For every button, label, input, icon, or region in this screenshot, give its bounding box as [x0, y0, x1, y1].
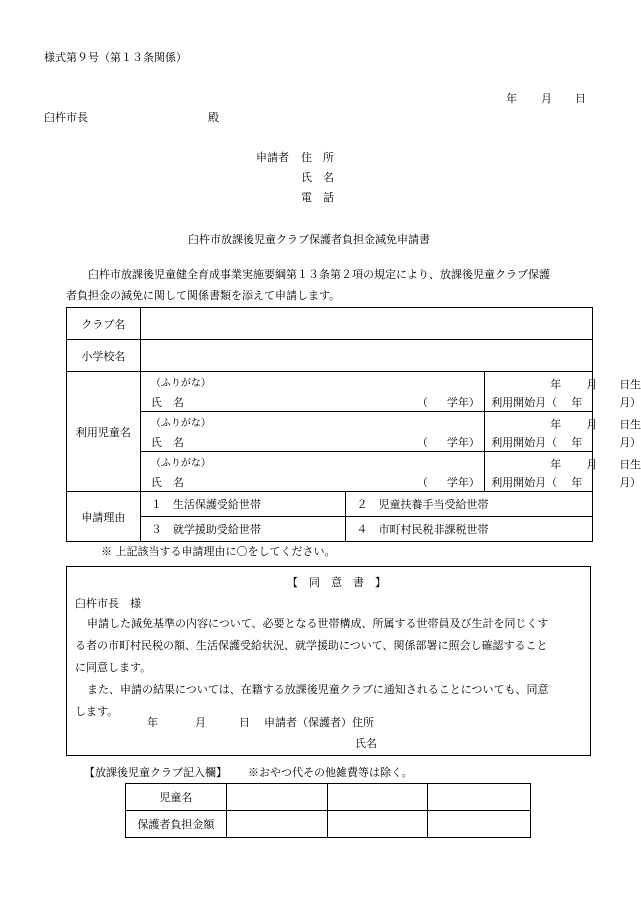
child-name-label: 氏 名: [150, 436, 184, 449]
club-entry-table: [125, 783, 531, 838]
consent-applicant-name: 氏名: [355, 737, 377, 750]
child-grade-open: （: [416, 396, 428, 409]
birth-year-label: 年: [550, 378, 562, 391]
birth-day-label: 日生: [619, 378, 641, 391]
application-table: [66, 307, 641, 542]
child-name-label: 氏 名: [150, 396, 184, 409]
club-name-field[interactable]: [140, 308, 592, 340]
consent-title: 【 同 意 書 】: [287, 576, 386, 589]
date-day: 日: [575, 92, 586, 105]
school-name-field[interactable]: [140, 340, 592, 372]
start-month-close: 月）: [619, 436, 641, 449]
child-name-label: 氏 名: [150, 476, 184, 489]
entry-cell[interactable]: [226, 784, 327, 811]
birth-month-label: 月: [586, 418, 598, 431]
intro-line-1: 臼杵市放課後児童健全育成事業実施要綱第１３条第２項の規定により、放課後児童クラブ保護: [88, 268, 550, 281]
start-month-close: 月）: [619, 396, 641, 409]
start-month-label: 利用開始月（: [491, 396, 558, 409]
child-1-date-cell[interactable]: [485, 372, 641, 412]
birth-year-label: 年: [550, 418, 562, 431]
consent-date-month: 月: [195, 716, 206, 729]
birth-day-label: 日生: [619, 418, 641, 431]
consent-date-day: 日: [239, 716, 250, 729]
entry-cell[interactable]: [226, 811, 327, 838]
entry-cell[interactable]: [327, 811, 428, 838]
child-grade-open: （: [416, 436, 428, 449]
date-month: 月: [541, 92, 552, 105]
club-section-note: ※おやつ代その他雑費等は除く。: [248, 766, 413, 779]
child-furigana-label: （ふりがな）: [150, 418, 211, 429]
reason-label: 申請理由: [67, 492, 141, 542]
reason-option-4[interactable]: ４ 市町村民税非課税世帯: [346, 517, 593, 542]
entry-cell[interactable]: [428, 811, 531, 838]
consent-p2-line1: また、申請の結果については、在籍する放課後児童クラブに通知されることについても、同意: [87, 683, 549, 696]
club-name-label: クラブ名: [67, 308, 141, 340]
child-name-row-label: 児童名: [126, 784, 227, 811]
addressee-honorific: 殿: [208, 111, 219, 124]
birth-month-label: 月: [586, 458, 598, 471]
consent-box: [66, 566, 591, 756]
start-month-close: 月）: [619, 476, 641, 489]
consent-p2-line2: します。: [75, 705, 119, 718]
consent-p1-line2: る者の市町村民税の額、生活保護受給状況、就学援助について、関係部署に照会し確認すること: [75, 639, 548, 652]
start-year-label: 年: [571, 476, 583, 489]
form-number: 様式第９号（第１３条関係）: [44, 51, 187, 64]
applicant-label: 申請者: [256, 151, 289, 164]
child-2-date-cell[interactable]: [485, 412, 641, 452]
consent-p1-line1: 申請した減免基準の内容について、必要となる世帯構成、所属する世帯員及び生計を同じくす: [87, 617, 549, 630]
start-month-label: 利用開始月（: [491, 436, 558, 449]
addressee: 臼杵市長: [44, 111, 88, 124]
birth-year-label: 年: [550, 458, 562, 471]
child-grade-open: （: [416, 476, 428, 489]
applicant-address-label: 住 所: [301, 151, 334, 164]
school-name-label: 小学校名: [67, 340, 141, 372]
entry-cell[interactable]: [327, 784, 428, 811]
applicant-name-label: 氏 名: [301, 171, 334, 184]
child-furigana-label: （ふりがな）: [150, 458, 211, 469]
child-grade-label: 学年）: [446, 436, 480, 449]
reason-option-2[interactable]: ２ 児童扶養手当受給世帯: [346, 492, 593, 517]
fee-row-label: 保護者負担金額: [126, 811, 227, 838]
consent-date-year: 年: [147, 716, 158, 729]
reason-option-3[interactable]: ３ 就学援助受給世帯: [140, 517, 346, 542]
child-1-name-cell[interactable]: [140, 372, 484, 412]
club-section-heading: 【放課後児童クラブ記入欄】: [84, 766, 227, 779]
consent-p1-line3: に同意します。: [75, 661, 152, 674]
start-year-label: 年: [571, 436, 583, 449]
child-furigana-label: （ふりがな）: [150, 378, 211, 389]
children-label: 利用児童名: [67, 372, 141, 492]
consent-applicant-address: 申請者（保護者）住所: [264, 716, 374, 729]
start-year-label: 年: [571, 396, 583, 409]
child-3-date-cell[interactable]: [485, 452, 641, 492]
intro-line-2: 者負担金の減免に関して関係書類を添えて申請します。: [66, 289, 341, 302]
reason-note: ※ 上記該当する申請理由に〇をしてください。: [101, 545, 336, 558]
birth-day-label: 日生: [619, 458, 641, 471]
date-year: 年: [506, 92, 517, 105]
reason-option-1[interactable]: １ 生活保護受給世帯: [140, 492, 346, 517]
start-month-label: 利用開始月（: [491, 476, 558, 489]
child-2-name-cell[interactable]: [140, 412, 484, 452]
document-title: 臼杵市放課後児童クラブ保護者負担金減免申請書: [188, 233, 430, 246]
consent-addressee: 臼杵市長 様: [75, 597, 141, 610]
child-grade-label: 学年）: [446, 396, 480, 409]
birth-month-label: 月: [586, 378, 598, 391]
applicant-phone-label: 電 話: [301, 191, 334, 204]
child-3-name-cell[interactable]: [140, 452, 484, 492]
child-grade-label: 学年）: [446, 476, 480, 489]
entry-cell[interactable]: [428, 784, 531, 811]
